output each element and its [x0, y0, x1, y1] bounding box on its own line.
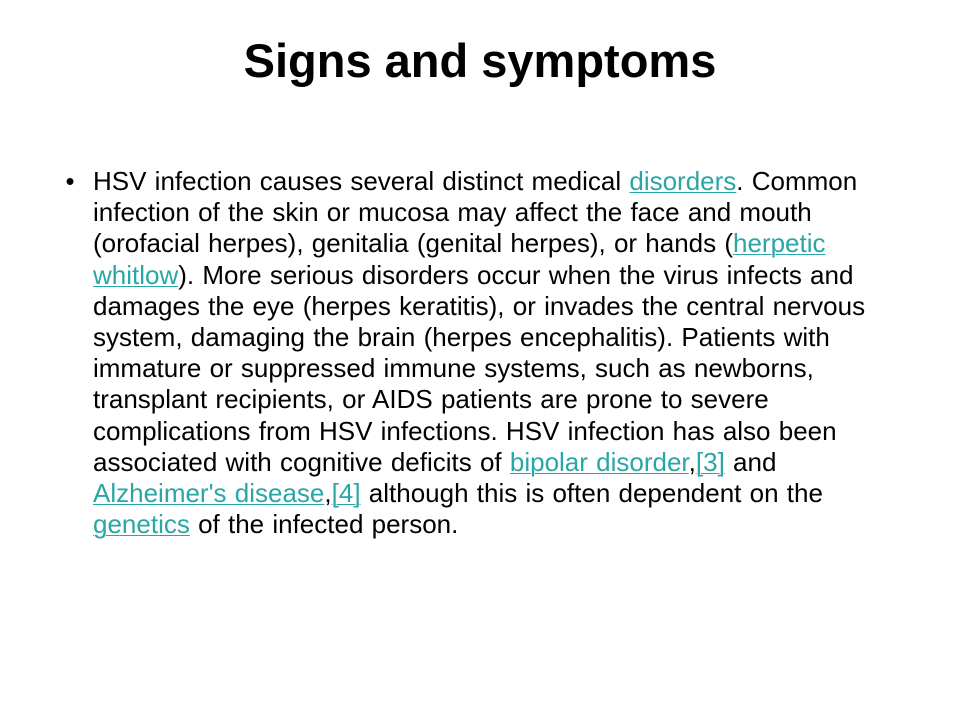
slide-body	[60, 166, 900, 540]
link-herpetic-whitlow[interactable]: herpetic whitlow	[93, 228, 826, 290]
link-reference-4[interactable]: [4]	[331, 478, 361, 509]
text-run: and	[724, 446, 777, 477]
slide-title: Signs and symptoms	[243, 34, 717, 87]
paragraph-text	[93, 166, 865, 539]
text-run: HSV infection causes several distinct medical	[93, 166, 630, 196]
text-run: ,	[688, 446, 696, 477]
text-run: . Common infection of the skin or mucosa may affect the face and mouth (orofacial herpes), genitalia (genital herpes), or hands (	[93, 166, 858, 259]
text-run: although this is often dependent on the	[360, 478, 823, 509]
bullet-icon: •	[65, 166, 75, 196]
link-alzheimers-disease[interactable]: Alzheimer's disease	[93, 478, 325, 509]
link-genetics[interactable]: genetics	[93, 509, 190, 540]
text-run: ). More serious disorders occur when the virus infects and damages the eye (herpes keratitis), or invades the central nervous system, damaging the brain (herpes encephalitis). Patients with immature or suppressed immune systems, such as newborns, transplant recipients, or AIDS patients are prone to severe complications from HSV infections. HSV infection has also been associated with cognitive deficits of	[93, 259, 866, 477]
link-bipolar-disorder[interactable]: bipolar disorder	[509, 446, 689, 477]
bullet-item	[60, 166, 900, 540]
link-reference-3[interactable]: [3]	[695, 446, 725, 477]
link-disorders[interactable]: disorders	[629, 166, 737, 196]
text-run: of the infected person.	[189, 509, 459, 540]
text-run: ,	[324, 478, 332, 509]
